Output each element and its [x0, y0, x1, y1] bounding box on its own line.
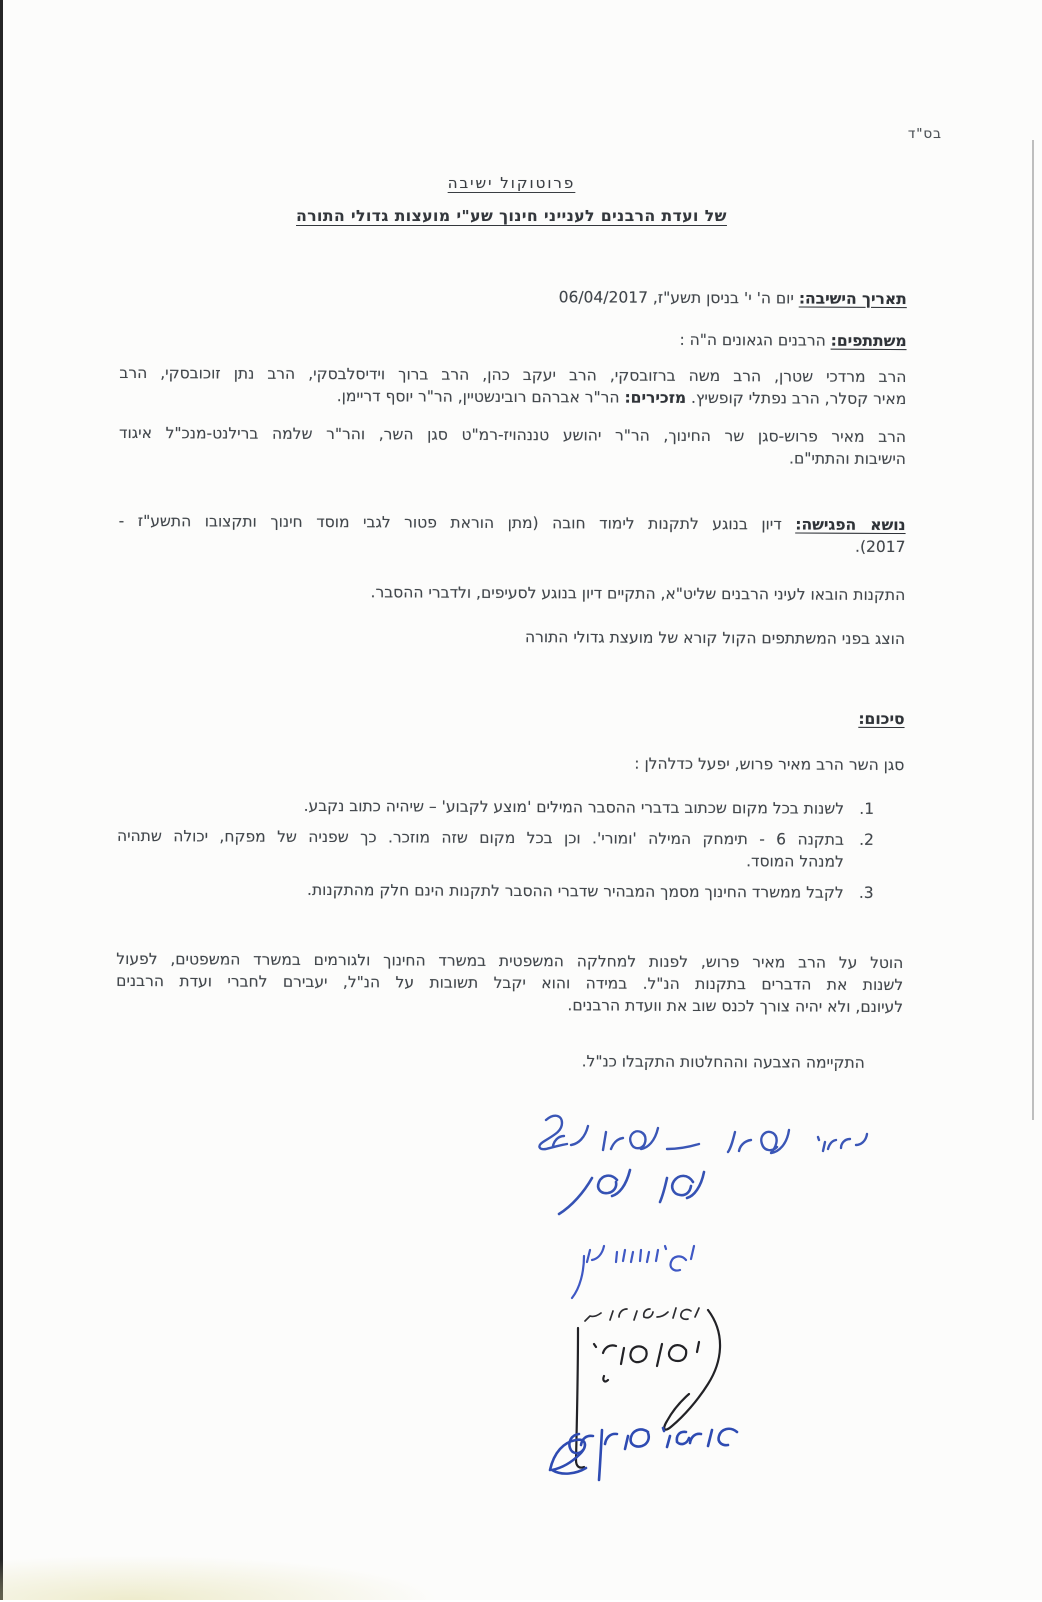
participants-intro: הרבנים הגאונים ה"ה : — [679, 330, 831, 350]
signature-2 — [559, 1170, 704, 1214]
signature-3 — [572, 1246, 694, 1298]
summary-intro: סגן השר הרב מאיר פרוש, יפעל כדלהלן : — [634, 754, 905, 775]
item-number: 3. — [858, 883, 874, 902]
paragraph-line — [119, 384, 906, 410]
paragraph-line: הרב מאיר פרוש-סגן שר החינוך, הר"ר יהושע טננהויז-רמ"ט סגן השר, והר"ר שלמה ברילנט-מנכ"ל איגוד — [119, 423, 907, 447]
assignment-paragraph — [116, 948, 903, 1018]
guests-paragraph — [119, 422, 906, 470]
signatures-block — [500, 1080, 900, 1510]
regulations-note: התקנות הובאו לעיני הרבנים שליט"א, התקיים דיון בנוגע לסעיפים, ולדברי ההסבר. — [370, 583, 906, 605]
summary-list — [117, 794, 905, 913]
subject-paragraph — [118, 510, 905, 558]
item-text: לשנות בכל מקום שכתוב בדברי ההסבר המילים 'מוצע לקבוע' – שיהיה כתוב נקבע. — [303, 796, 845, 818]
paragraph-line-text: דיון בנוגע לתקנות לימוד חובה (מתן הוראת פטור לגבי מוסד חינוך ותקצובו התשע"ז - — [118, 511, 796, 534]
list-item-1 — [117, 794, 874, 820]
signature-5 — [576, 1310, 720, 1468]
kol-kore-note: הוצג בפני המשתתפים הקול קורא של מועצת גדולי התורה — [524, 628, 906, 649]
document-title: פרוטוקול ישיבה — [447, 174, 576, 192]
summary-heading-line — [118, 704, 905, 730]
scan-edge-left — [0, 0, 3, 1600]
participants-label: משתתפים: — [830, 331, 907, 351]
item-text: למנהל המוסד. — [746, 852, 844, 871]
paragraph-line: הוטל על הרב מאיר פרוש, לפנות למחלקה המשפטית במשרד החינוך ולגורמים במשרד המשפטים, לפעול — [116, 949, 904, 973]
meeting-date-line — [120, 284, 907, 310]
besed-mark: בס"ד — [907, 126, 942, 142]
date-value: יום ה' י' בניסן תשע"ז, 06/04/2017 — [558, 288, 799, 308]
item-number: 1. — [859, 799, 875, 818]
paragraph-line: לעיונם, ולא יהיה צורך לכנס שוב את וועדת הרבנים. — [567, 996, 904, 1017]
paragraph-line: הישיבות והתתי"ם. — [789, 449, 906, 469]
paragraph-line-text: הר"ר אברהם רובינשטיין, הר"ר יוסף דריימן. — [336, 387, 625, 407]
item-number: 2. — [859, 830, 875, 849]
signature-4 — [585, 1308, 699, 1321]
signature-1 — [539, 1116, 867, 1153]
paragraph-line: הרב מרדכי שטרן, הרב משה ברזובסקי, הרב יעקב כהן, הרב ברוך וידיסלבסקי, הרב נתן זוכובסקי, הרב — [119, 363, 907, 387]
summary-heading: סיכום: — [858, 709, 905, 729]
participants-line — [120, 326, 907, 352]
secretaries-label: מזכירים: — [624, 388, 687, 407]
vote-note: התקיימה הצבעה וההחלטות התקבלו כנ"ל. — [581, 1052, 865, 1072]
date-label: תאריך הישיבה: — [798, 289, 907, 309]
scan-edge-right — [1032, 140, 1034, 1120]
paragraph-line — [119, 510, 906, 536]
list-item-3 — [117, 878, 874, 904]
participants-paragraph — [119, 362, 906, 410]
paragraph-line: 2017). — [855, 537, 906, 557]
paragraph-line: לשנות את הדברים בתקנות הנ"ל. במידה והוא יקבל תשובות על הנ"ל, יעבירם לחברי ועדת הרבנים — [116, 971, 904, 995]
document-subtitle: של ועדת הרבנים לענייני חינוך שע"י מועצות גדולי התורה — [296, 207, 727, 225]
list-item-2 — [117, 825, 874, 873]
signature-6 — [550, 1428, 737, 1480]
paragraph-line-text: מאיר קסלר, הרב נפתלי קופשיץ. — [686, 388, 907, 409]
subject-label: נושא הפגישה: — [795, 515, 906, 535]
item-text: בתקנה 6 - תימחק המילה 'ומורי'. וכן בכל מקום שזה מוזכר. כך שפניה של מפקח, יכולה שתהיה — [116, 826, 845, 849]
item-text: לקבל ממשרד החינוך מסמך המבהיר שדברי ההסבר לתקנות הינם חלק מהתקנות. — [307, 880, 844, 902]
